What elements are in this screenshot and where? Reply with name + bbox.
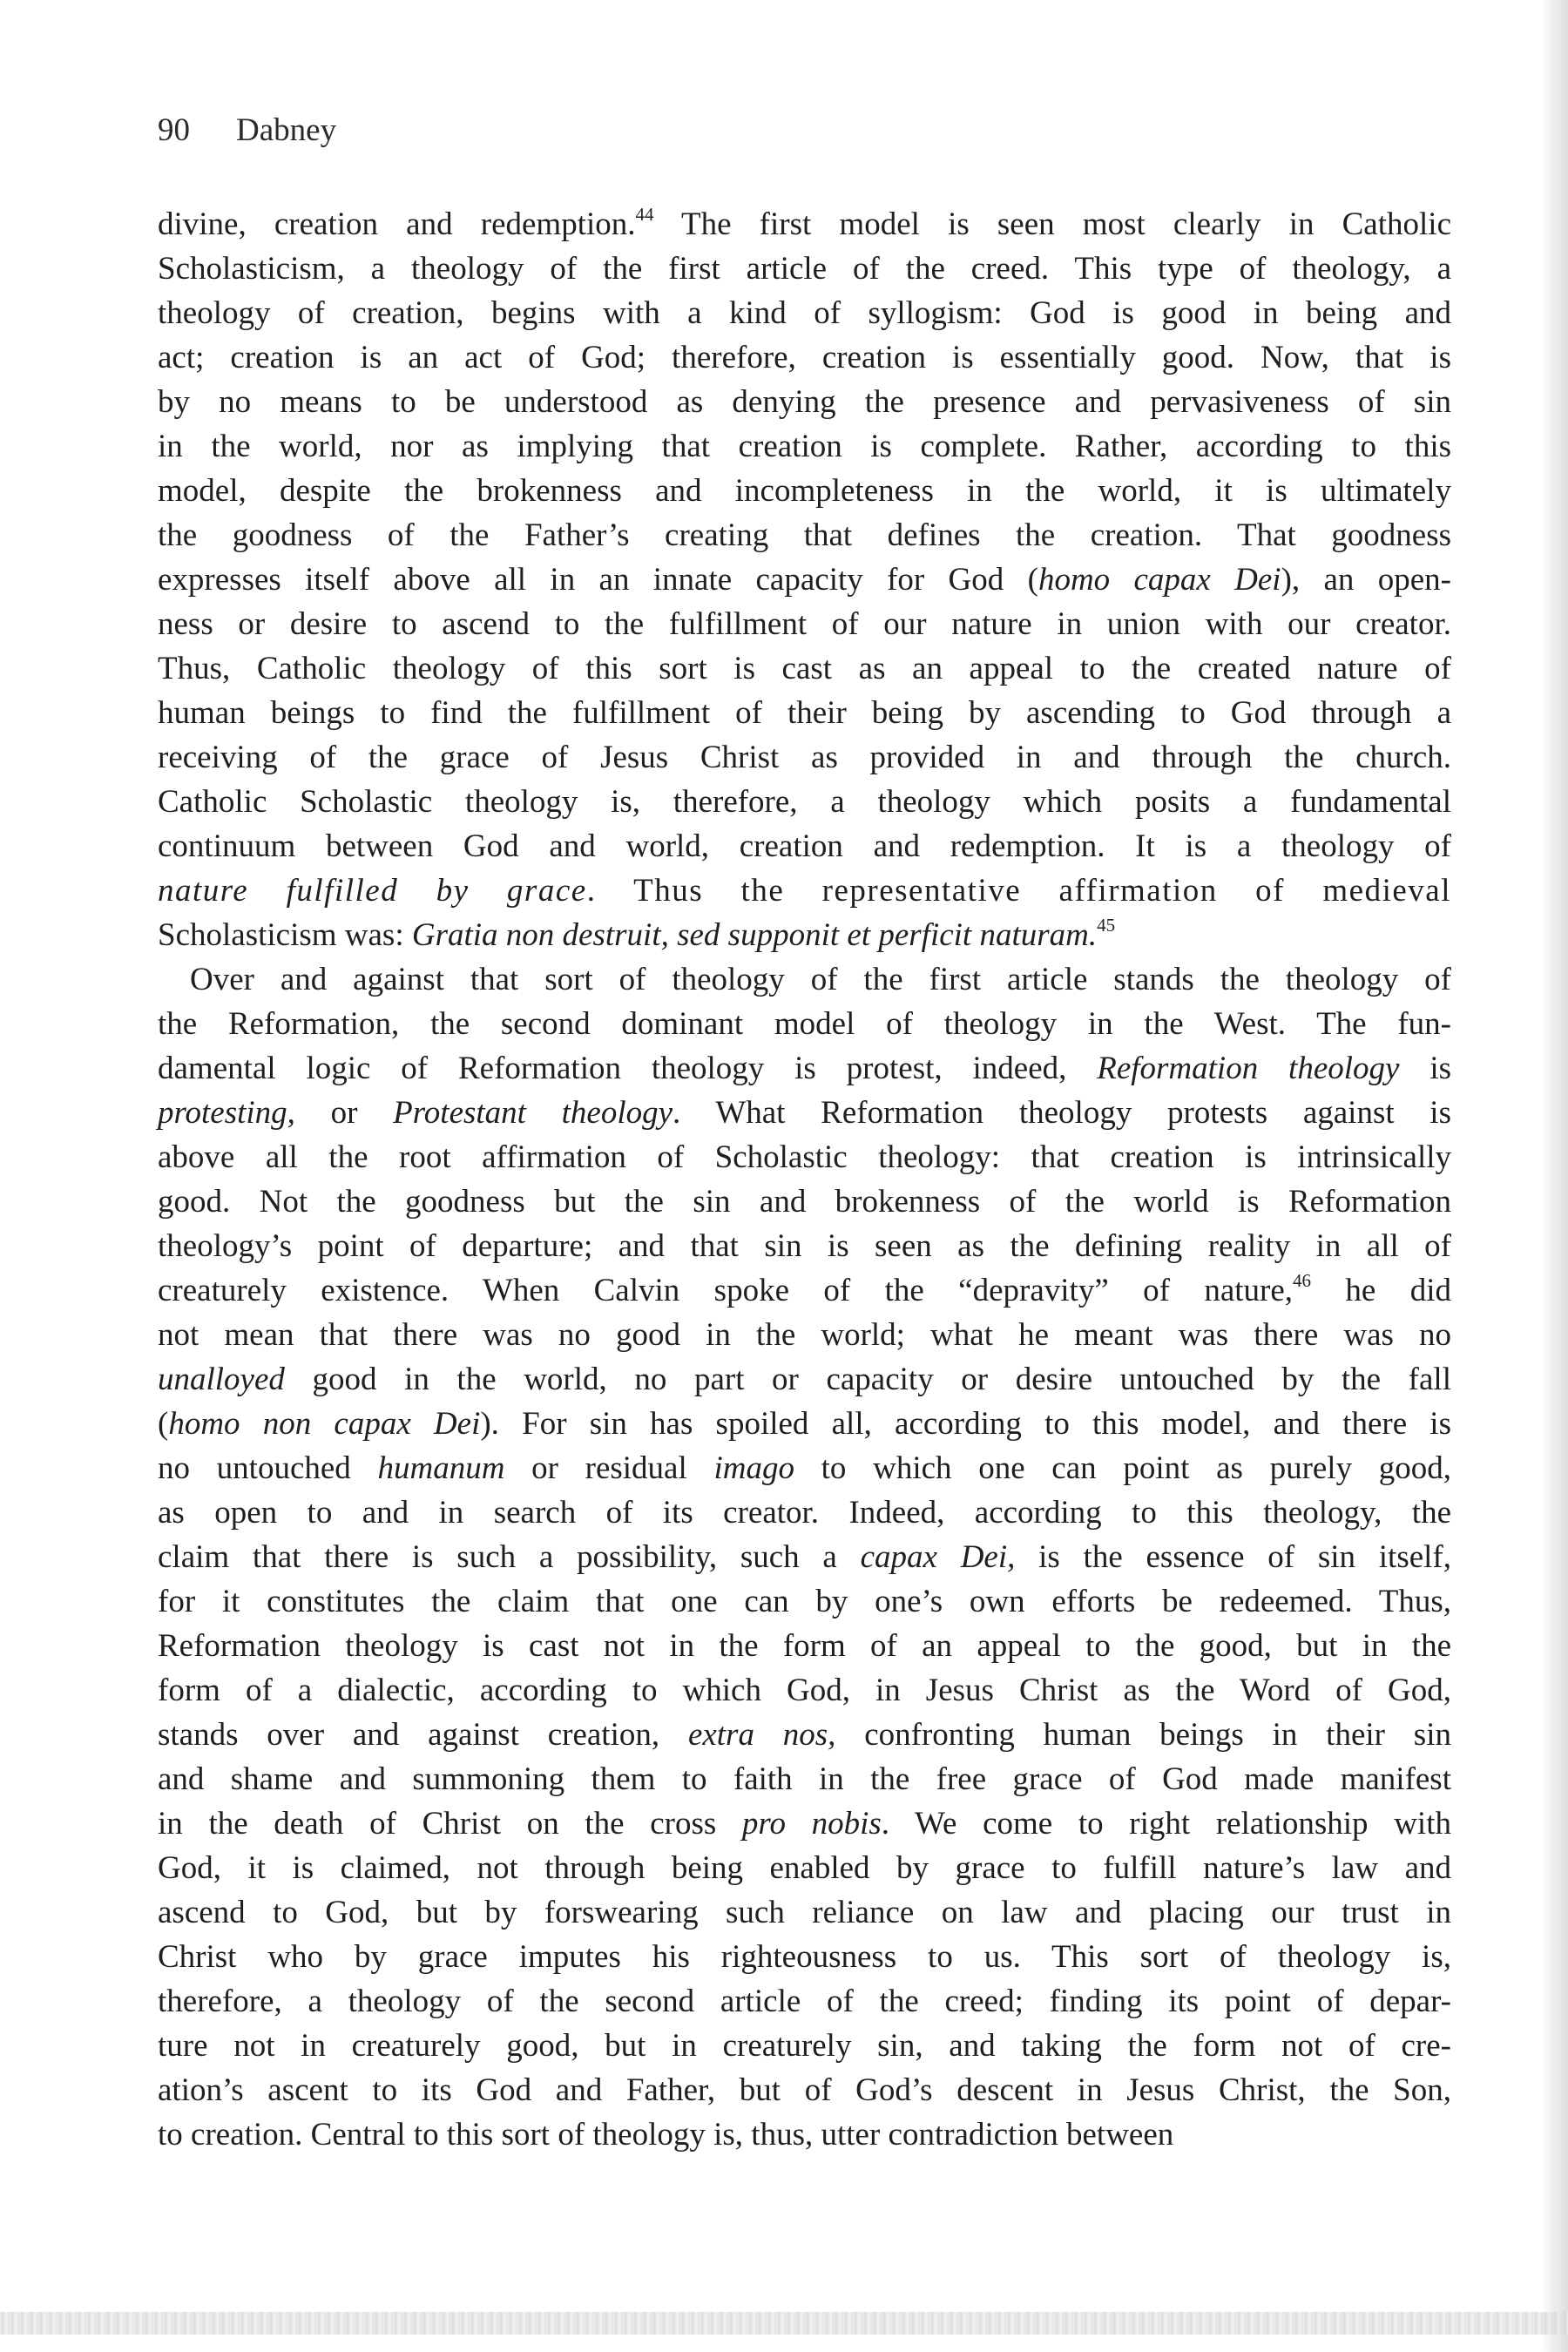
text-run: therefore, a theology of the second article of the creed; finding its point of depar-: [158, 1984, 1451, 2019]
page-number: 90: [158, 112, 190, 148]
text-line: [158, 1801, 1451, 1846]
text-line: [158, 1535, 1451, 1579]
text-line: [158, 1757, 1451, 1801]
text-run: claim that there is such a possibility, such a: [158, 1539, 861, 1575]
text-line: [158, 646, 1451, 691]
text-line: [158, 1446, 1451, 1490]
text-line: [158, 1046, 1451, 1091]
text-line: [158, 247, 1451, 291]
italic-run: homo non capax Dei: [168, 1406, 481, 1442]
text-run: Thus, Catholic theology of this sort is cast as an appeal to the created nature of: [158, 651, 1451, 686]
text-run: good in the world, no part or capacity or desire untouched by the fall: [284, 1362, 1451, 1397]
text-line: [158, 1846, 1451, 1890]
text-line: [158, 1224, 1451, 1268]
text-run: Scholasticism was:: [158, 917, 412, 953]
text-run: ). For sin has spoiled all, according to this model, and there is: [480, 1406, 1451, 1442]
text-run: ness or desire to ascend to the fulfillment of our nature in union with our creator.: [158, 606, 1451, 642]
text-run: divine, creation and redemption.: [158, 206, 636, 242]
text-line: [158, 380, 1451, 424]
italic-run: nature fulfilled by grace: [158, 873, 587, 909]
text-run: creaturely existence. When Calvin spoke of the “depravity” of nature,: [158, 1273, 1294, 1308]
italic-run: protesting,: [158, 1095, 295, 1131]
text-run: human beings to find the fulfillment of their being by ascending to God through a: [158, 695, 1451, 731]
text-line: [158, 202, 1451, 247]
italic-run: unalloyed: [158, 1362, 285, 1397]
text-run: act; creation is an act of God; therefore, creation is essentially good. Now, that is: [158, 340, 1451, 375]
running-head: [158, 112, 336, 150]
text-line: [158, 335, 1451, 380]
text-run: continuum between God and world, creation and redemption. It is a theology of: [158, 828, 1451, 864]
text-run: (: [158, 1406, 169, 1442]
text-line: [158, 1979, 1451, 2024]
text-line: [158, 1268, 1451, 1313]
text-line: [158, 913, 1451, 957]
italic-run: homo capax Dei: [1037, 562, 1281, 598]
text-line: [158, 558, 1451, 602]
italic-run: extra nos,: [687, 1717, 836, 1753]
text-line: [158, 291, 1451, 335]
text-run: model, despite the brokenness and incompleteness in the world, it is ultimately: [158, 473, 1451, 509]
text-line: [158, 469, 1451, 513]
text-run: stands over and against creation,: [158, 1717, 688, 1753]
text-line: [158, 1579, 1451, 1624]
text-line: [158, 1890, 1451, 1935]
body-text: [158, 202, 1451, 2157]
text-run: ture not in creaturely good, but in creaturely sin, and taking the form not of cre-: [158, 2028, 1451, 2064]
text-line: [158, 1002, 1451, 1046]
text-line: [158, 1490, 1451, 1535]
text-run: Reformation theology is cast not in the form of an appeal to the good, but in the: [158, 1628, 1451, 1664]
text-run: as open to and in search of its creator. Indeed, according to this theology, the: [158, 1495, 1451, 1531]
footnote-ref: 44: [635, 204, 654, 225]
text-run: ascend to God, but by forswearing such reliance on law and placing our trust in: [158, 1895, 1451, 1930]
footnote-ref: 46: [1293, 1270, 1312, 1291]
text-run: in the world, nor as implying that creation is complete. Rather, according to this: [158, 429, 1451, 464]
text-line: [158, 602, 1451, 646]
text-run: no untouched: [158, 1450, 378, 1486]
text-run: God, it is claimed, not through being enabled by grace to fulfill nature’s law and: [158, 1850, 1451, 1886]
text-run: confronting human beings in their sin: [835, 1717, 1451, 1753]
text-line: [158, 2068, 1451, 2112]
text-line: [158, 824, 1451, 868]
text-run: the Reformation, the second dominant model of theology in the West. The fun-: [158, 1006, 1451, 1042]
italic-run: Protestant theology: [393, 1095, 673, 1131]
text-run: by no means to be understood as denying the presence and pervasiveness of sin: [158, 384, 1451, 420]
text-run: form of a dialectic, according to which God, in Jesus Christ as the Word of God,: [158, 1673, 1451, 1708]
text-line: [158, 2112, 1451, 2157]
text-run: to creation. Central to this sort of theology is, thus, utter contradiction between: [158, 2117, 1174, 2153]
text-run: ), an open-: [1281, 562, 1451, 598]
text-run: to which one can point as purely good,: [794, 1450, 1452, 1486]
text-line: [158, 957, 1451, 1002]
text-run: not mean that there was no good in the world; what he meant was there was no: [158, 1317, 1451, 1353]
bottom-scan-edge: [0, 2312, 1568, 2335]
running-title: Dabney: [236, 112, 337, 148]
text-run: for it constitutes the claim that one can by one’s own efforts be redeemed. Thus,: [158, 1584, 1451, 1619]
text-run: The first model is seen most clearly in Catholic: [653, 206, 1451, 242]
text-run: above all the root affirmation of Scholastic theology: that creation is intrinsically: [158, 1139, 1451, 1175]
text-line: [158, 1091, 1451, 1135]
italic-run: imago: [713, 1450, 794, 1486]
text-run: receiving of the grace of Jesus Christ as provided in and through the church.: [158, 740, 1451, 775]
text-line: [158, 1313, 1451, 1357]
italic-run: capax Dei,: [860, 1539, 1016, 1575]
text-line: [158, 1935, 1451, 1979]
text-line: [158, 2024, 1451, 2068]
italic-run: humanum: [377, 1450, 505, 1486]
text-run: Over and against that sort of theology of the first article stands the theology of: [190, 962, 1451, 997]
text-line: [158, 735, 1451, 780]
text-run: and shame and summoning them to faith in the free grace of God made manifest: [158, 1761, 1451, 1797]
text-line: [158, 513, 1451, 558]
page-edge-shadow: [1542, 0, 1568, 2352]
footnote-ref: 45: [1097, 915, 1116, 936]
text-run: . We come to right relationship with: [881, 1806, 1451, 1842]
text-run: theology of creation, begins with a kind of syllogism: God is good in being and: [158, 295, 1451, 331]
text-line: [158, 1357, 1451, 1402]
text-run: the goodness of the Father’s creating that defines the creation. That goodness: [158, 517, 1451, 553]
text-run: expresses itself above all in an innate capacity for God (: [158, 562, 1038, 598]
text-line: [158, 1624, 1451, 1668]
italic-run: Reformation theology: [1097, 1051, 1400, 1086]
text-run: he did: [1311, 1273, 1452, 1308]
text-run: theology’s point of departure; and that sin is seen as the defining reality in all of: [158, 1228, 1451, 1264]
text-run: damental logic of Reformation theology is protest, indeed,: [158, 1051, 1098, 1086]
text-run: or residual: [504, 1450, 714, 1486]
text-line: [158, 1402, 1451, 1446]
text-line: [158, 868, 1451, 913]
text-line: [158, 1713, 1451, 1757]
text-run: or: [294, 1095, 394, 1131]
text-line: [158, 780, 1451, 824]
text-run: ation’s ascent to its God and Father, but of God’s descent in Jesus Christ, the Son,: [158, 2072, 1451, 2108]
text-run: Scholasticism, a theology of the first article of the creed. This type of theology, a: [158, 251, 1451, 287]
text-line: [158, 1135, 1451, 1179]
text-run: good. Not the goodness but the sin and brokenness of the world is Reformation: [158, 1184, 1451, 1220]
text-run: Christ who by grace imputes his righteousness to us. This sort of theology is,: [158, 1939, 1451, 1975]
text-run: in the death of Christ on the cross: [158, 1806, 742, 1842]
italic-run: Gratia non destruit, sed supponit et perficit naturam.: [411, 917, 1098, 953]
text-run: . Thus the representative affirmation of medieval: [586, 873, 1452, 909]
text-line: [158, 424, 1451, 469]
text-line: [158, 1668, 1451, 1713]
text-run: is the essence of sin itself,: [1015, 1539, 1451, 1575]
text-line: [158, 1179, 1451, 1224]
text-line: [158, 691, 1451, 735]
text-run: Catholic Scholastic theology is, therefore, a theology which posits a fundamental: [158, 784, 1451, 820]
text-run: is: [1399, 1051, 1451, 1086]
text-run: . What Reformation theology protests against is: [672, 1095, 1451, 1131]
italic-run: pro nobis: [741, 1806, 882, 1842]
